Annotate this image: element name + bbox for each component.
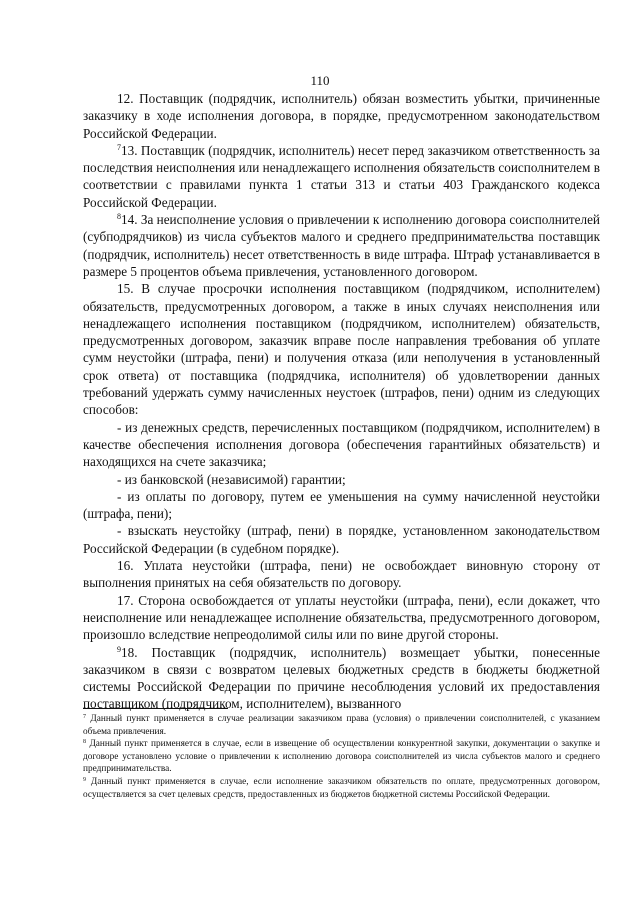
list-item-text: - из оплаты по договору, путем ее уменьшения на сумму начисленной неустойки (штрафа, пени); [83, 488, 600, 522]
footnote-text: Данный пункт применяется в случае, если в извещение об осуществлении конкурентной закупки, документации о закупке и договоре установлено условие о привлечении к исполнению договора соисполнителей из числа субъектов малого и среднего предпринимательства. [83, 739, 600, 775]
paragraph-text: 16. Уплата неустойки (штрафа, пени) не освобождает виновную сторону от выполнения принятых на себя обязательств по договору. [83, 558, 600, 591]
footnote-7 [83, 713, 600, 738]
footnote-text: Данный пункт применяется в случае реализации заказчиком права (условия) о привлечении соисполнителей, с указанием объема привлечения. [83, 714, 600, 737]
list-item-deposit [83, 419, 600, 471]
paragraph-18 [83, 644, 600, 713]
paragraph-text: 17. Сторона освобождается от уплаты неустойки (штрафа, пени), если докажет, что неисполнение или ненадлежащее исполнение обязательства, предусмотренного договором, произошло вследствие непреодолимой силы или по вине другой стороны. [83, 592, 600, 643]
list-item-payment [83, 488, 600, 523]
paragraph-text: 12. Поставщик (подрядчик, исполнитель) обязан возместить убытки, причиненные заказчику в ходе исполнения договора, в порядке, предусмотренном законодательством Российской Федерации. [83, 91, 600, 141]
footnote-ref: 7 [117, 142, 121, 152]
paragraph-text: 14. За неисполнение условия о привлечении к исполнению договора соисполнителей (субподрядчиков) из числа субъектов малого и среднего предпринимательства поставщик (подрядчик, исполнитель) несет ответственность в виде штрафа. Штраф устанавливается в размере 5 процентов объема привлечения, установленного договором. [83, 212, 600, 279]
paragraph-text: 18. Поставщик (подрядчик, исполнитель) возмещает убытки, понесенные заказчиком в связи с возвратом целевых бюджетных средств в бюджеты бюджетной системы Российской Федерации по причине несоблюдения условий их предоставления поставщиком (подрядчиком, исполнителем), вызванного [83, 644, 600, 712]
paragraph-13 [83, 142, 600, 211]
footnote-9 [83, 776, 600, 801]
paragraph-12 [83, 90, 600, 142]
paragraph-17 [83, 592, 600, 644]
list-item-court [83, 522, 600, 557]
footnote-separator [83, 708, 228, 709]
footnotes [83, 713, 600, 801]
footnote-8 [83, 738, 600, 776]
footnote-number: 8 [83, 739, 86, 746]
footnote-ref: 8 [117, 212, 121, 222]
footnote-number: 7 [83, 714, 86, 720]
list-item-guarantee [83, 471, 600, 488]
paragraph-15 [83, 280, 600, 418]
list-item-text: - из денежных средств, перечисленных поставщиком (подрядчиком, исполнителем) в качестве обеспечения исполнения договора (обеспечения гарантийных обязательств) и находящихся на счете заказчика; [83, 419, 600, 470]
page-number: 110 [310, 73, 330, 88]
footnote-text: Данный пункт применяется в случае, если исполнение заказчиком обязательств по оплате, предусмотренных договором, осуществляется за счет целевых средств, предоставленных из бюджетов бюджетной системы Российской Федерации. [83, 776, 600, 800]
paragraph-16 [83, 557, 600, 592]
paragraph-14 [83, 211, 600, 280]
footnote-ref: 9 [117, 644, 121, 654]
list-item-text: - взыскать неустойку (штраф, пени) в порядке, установленном законодательством Российской Федерации (в судебном порядке). [83, 523, 600, 556]
footnote-number: 9 [83, 776, 86, 783]
paragraph-text: 15. В случае просрочки исполнения поставщиком (подрядчиком, исполнителем) обязательств, предусмотренных договором, а также в иных случаях неисполнения или ненадлежащего исполнения поставщиком (подрядчиком, исполнителем) обязательств, предусмотренных договором, заказчик вправе после направления требования об уплате сумм неустойки (штрафа, пени) и получения отказа (или неполучения в установленный срок ответа) от поставщика (подрядчика, исполнителя) об удовлетворении данных требований удержать сумму начисленных неустоек (штрафов, пени) одним из следующих способов: [83, 281, 600, 418]
paragraph-text: 13. Поставщик (подрядчик, исполнитель) несет перед заказчиком ответственность за последствия неисполнения или ненадлежащего исполнения обязательств соисполнителем в соответствии с правилами пункта 1 статьи 313 и статьи 403 Гражданского кодекса Российской Федерации. [83, 142, 600, 210]
list-item-text: - из банковской (независимой) гарантии; [117, 471, 346, 487]
document-body [83, 90, 600, 713]
